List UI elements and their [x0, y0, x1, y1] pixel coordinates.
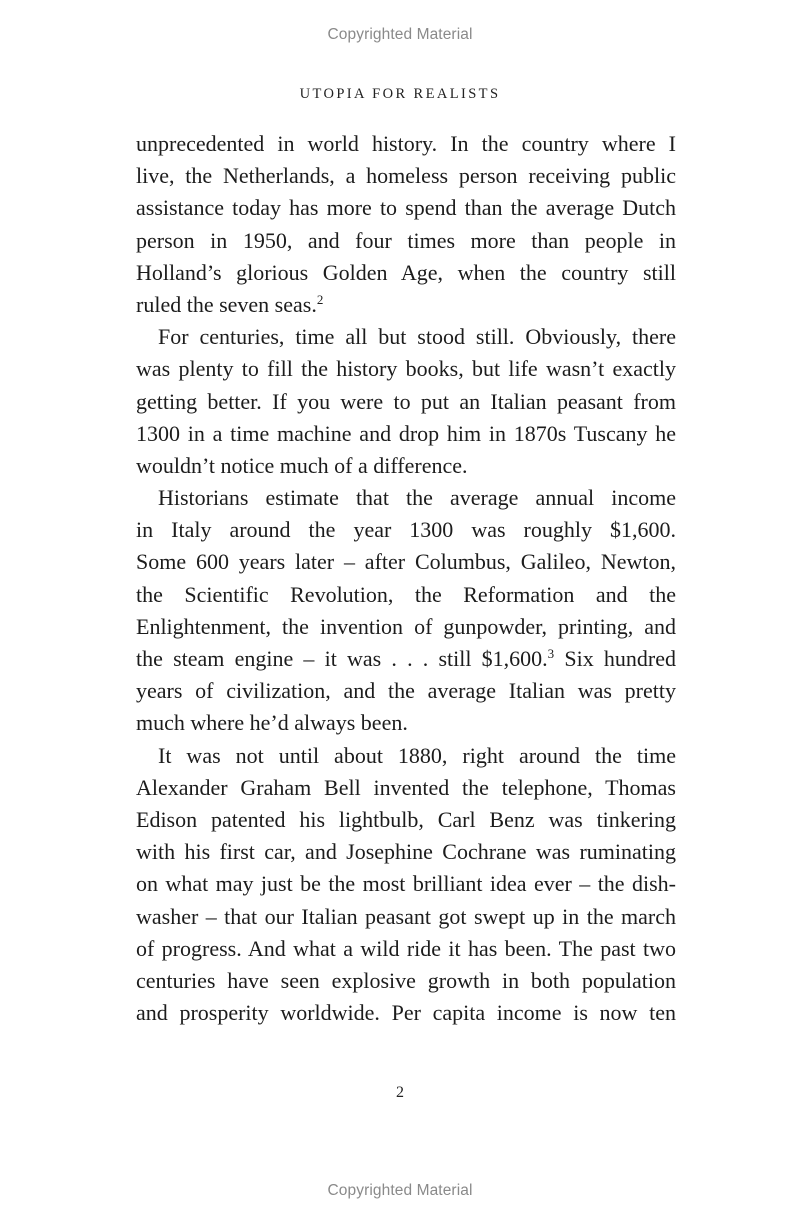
text-line: centuries have seen explosive growth in both population [136, 967, 676, 993]
text-line: live, the Netherlands, a homeless person receiving public [136, 163, 676, 189]
text-line: Some 600 years later – after Columbus, Galileo, Newton, [136, 549, 676, 575]
text-line: Historians estimate that the average annual income [158, 485, 676, 511]
text-line: in Italy around the year 1300 was roughly $1,600. [136, 517, 676, 543]
text-line: unprecedented in world history. In the country where I [136, 131, 676, 156]
text-line: with his first car, and Josephine Cochrane was ruminating [136, 839, 676, 865]
copyright-watermark-bottom: Copyrighted Material [327, 1182, 473, 1199]
copyright-watermark-top: Copyrighted Material [327, 26, 473, 43]
footnote-marker: 2 [316, 291, 324, 307]
text-line: For centuries, time all but stood still. Obviously, there [158, 324, 676, 350]
text-line: the Scientific Revolution, the Reformation and the [136, 581, 676, 607]
text-line: Edison patented his lightbulb, Carl Benz was tinkering [136, 806, 676, 832]
text-line: getting better. If you were to put an Italian peasant from [136, 388, 676, 414]
text-line: years of civilization, and the average Italian was pretty [136, 678, 676, 704]
running-head: UTOPIA FOR REALISTS [299, 86, 501, 102]
text-line: wouldn’t notice much of a difference. [136, 452, 468, 478]
line-text: ruled the seven seas. [136, 291, 317, 317]
page-number: 2 [396, 1084, 404, 1101]
text-line: washer – that our Italian peasant got swept up in the march [136, 903, 676, 929]
text-line [136, 643, 676, 675]
text-line: and prosperity worldwide. Per capita income is now ten [136, 1000, 676, 1026]
text-line: Holland’s glorious Golden Age, when the country still [136, 259, 676, 285]
line-text: the steam engine – it was . . . still $1,600. [136, 646, 548, 671]
text-line: 1300 in a time machine and drop him in 1870s Tuscany he [136, 420, 676, 446]
text-line: much where he’d always been. [136, 710, 408, 736]
footnote-marker: 3 [547, 646, 555, 661]
text-line: Enlightenment, the invention of gunpowder, printing, and [136, 613, 676, 639]
text-line: was plenty to fill the history books, but life wasn’t exactly [136, 356, 676, 382]
text-line: assistance today has more to spend than the average Dutch [136, 195, 676, 221]
text-line: Alexander Graham Bell invented the telephone, Thomas [136, 774, 676, 800]
text-line: on what may just be the most brilliant idea ever – the dish- [136, 871, 676, 897]
body-text [136, 128, 676, 1029]
text-line: of progress. And what a wild ride it has been. The past two [136, 935, 676, 961]
text-line [136, 289, 676, 321]
line-text: Six hundred [564, 646, 676, 671]
text-line: It was not until about 1880, right around the time [158, 742, 676, 768]
text-line: person in 1950, and four times more than people in [136, 227, 676, 253]
